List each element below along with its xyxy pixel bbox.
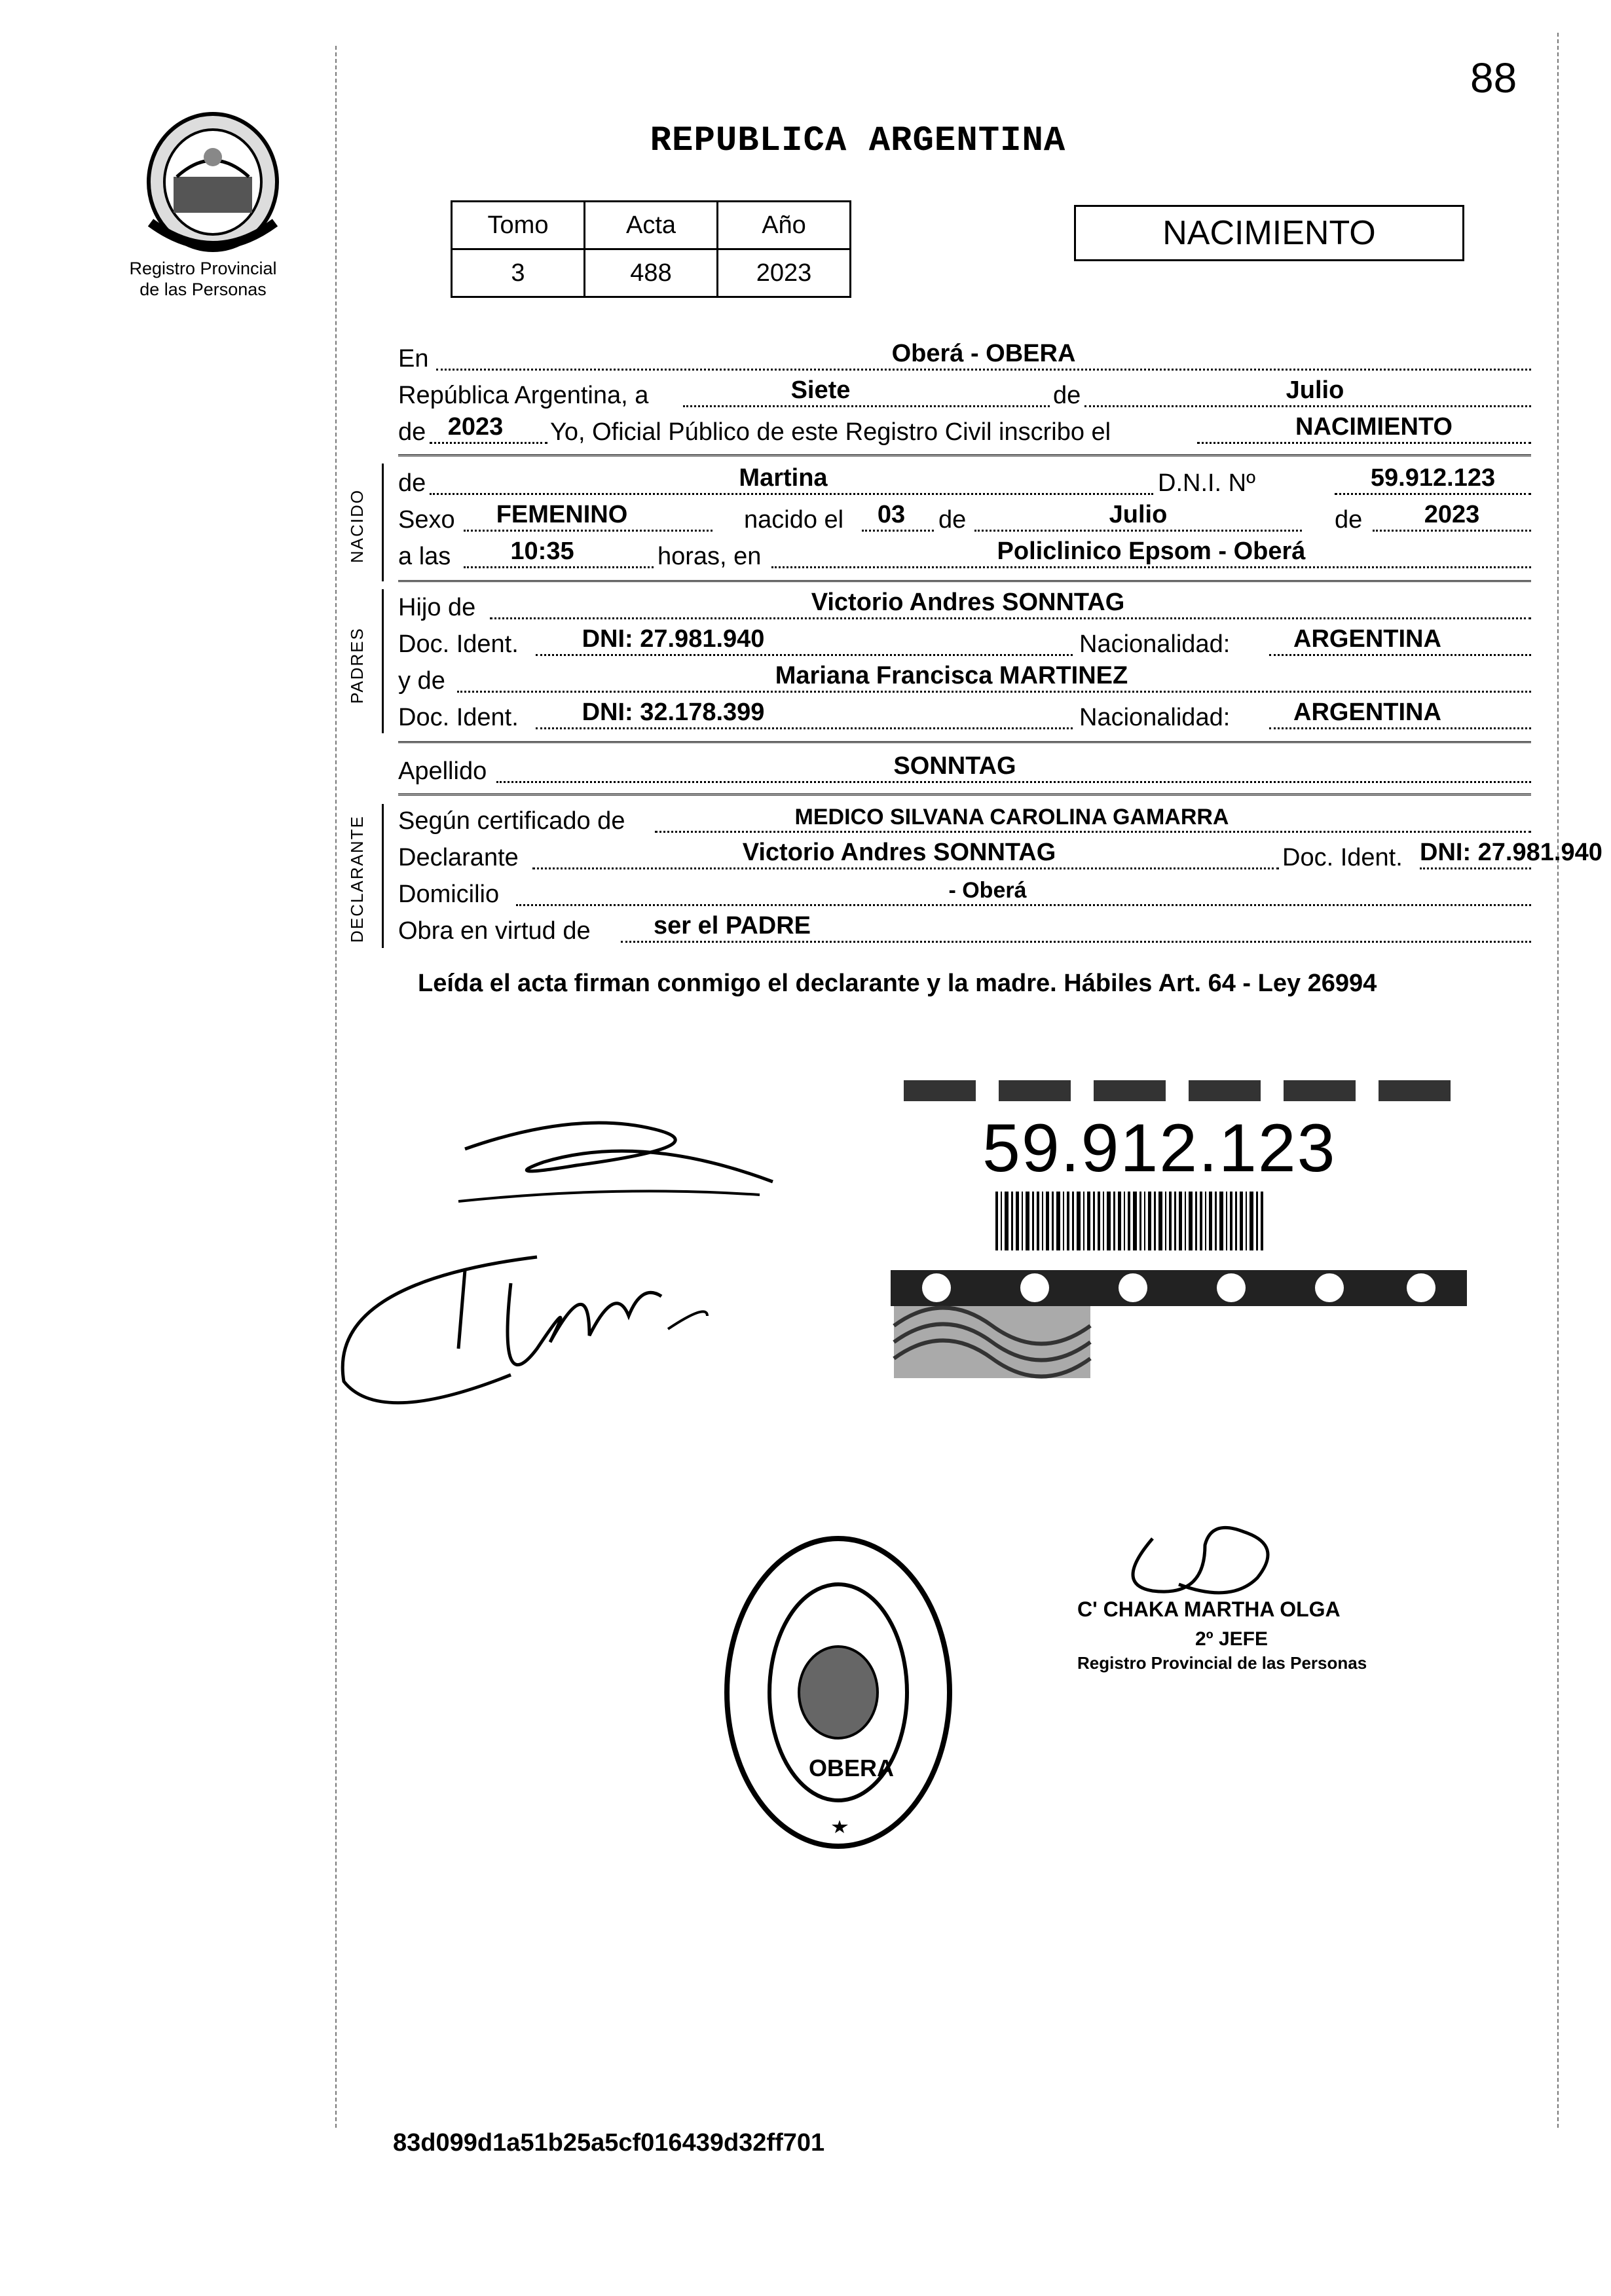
acta-header-ano: Año — [718, 202, 851, 249]
domicilio-label: Domicilio — [398, 881, 500, 908]
legal-text: Leída el acta firman conmigo el declarante y la madre. Hábiles Art. 64 - Ley 26994 — [418, 970, 1377, 997]
dotted-line — [771, 566, 1531, 568]
obra-label: Obra en virtud de — [398, 917, 591, 945]
dotted-line — [516, 904, 1531, 906]
declarante-side-label: DECLARANTE — [347, 815, 367, 943]
dni-label: D.N.I. Nº — [1158, 469, 1255, 497]
document-hash: 83d099d1a51b25a5cf016439d32ff701 — [393, 2129, 825, 2157]
dotted-line — [536, 727, 1073, 729]
seal-caption-line1: Registro Provincial — [129, 259, 277, 278]
official-role: 2º JEFE — [1195, 1628, 1268, 1650]
dotted-line — [464, 530, 713, 532]
de-label-year: de — [398, 418, 426, 446]
mother-doc: DNI: 32.178.399 — [582, 699, 765, 726]
father-name: Victorio Andres SONNTAG — [811, 589, 1125, 616]
mother-nat: ARGENTINA — [1293, 699, 1441, 726]
father-nat-label: Nacionalidad: — [1079, 630, 1231, 658]
official-name: C' CHAKA MARTHA OLGA — [1077, 1597, 1341, 1621]
birth-year: 2023 — [1424, 501, 1480, 528]
nacido-el-label: nacido el — [744, 506, 844, 534]
dotted-line — [683, 405, 1050, 407]
dotted-line — [436, 369, 1531, 371]
registry-stamp — [720, 1529, 956, 1856]
birth-day: 03 — [877, 501, 906, 528]
seal-caption — [105, 258, 301, 300]
dotted-line — [536, 654, 1073, 656]
child-dni: 59.912.123 — [1370, 464, 1496, 492]
en-label: En — [398, 345, 429, 373]
row-hijo-de — [398, 589, 1531, 626]
declarante-label: Declarante — [398, 844, 519, 871]
row-mother-doc — [398, 699, 1531, 736]
dotted-line — [655, 831, 1531, 833]
dotted-line — [430, 442, 547, 444]
padres-side-label: PADRES — [347, 627, 367, 704]
dni-label-number: 59.912.123 — [982, 1110, 1337, 1186]
hijo-de-label: Hijo de — [398, 594, 476, 621]
padres-bracket — [382, 589, 384, 733]
sexo-value: FEMENINO — [496, 501, 628, 528]
dotted-line — [1335, 493, 1531, 495]
dotted-line — [457, 691, 1531, 693]
section-separator — [398, 793, 1531, 797]
apellido-value: SONNTAG — [893, 752, 1016, 780]
document-title — [0, 121, 1611, 161]
dotted-line — [496, 781, 1531, 783]
mother-doc-label: Doc. Ident. — [398, 704, 519, 731]
mother-nat-label: Nacionalidad: — [1079, 704, 1231, 731]
section-separator — [398, 741, 1531, 745]
inscribo-value: NACIMIENTO — [1295, 413, 1453, 441]
a-las-label: a las — [398, 543, 451, 570]
nombre-de-label: de — [398, 469, 426, 497]
dotted-line — [430, 493, 1153, 495]
acta-header-acta: Acta — [585, 202, 718, 249]
republica-label: República Argentina, a — [398, 382, 649, 409]
dotted-line — [1197, 442, 1531, 444]
acta-value-tomo: 3 — [452, 249, 585, 297]
obra-value: ser el PADRE — [653, 912, 811, 939]
dotted-line — [974, 530, 1302, 532]
declarante-value: Victorio Andres SONNTAG — [742, 839, 1056, 866]
row-fecha — [398, 377, 1531, 414]
acta-header-row — [452, 202, 851, 249]
declarante-bracket — [382, 804, 384, 948]
cert-value: MEDICO SILVANA CAROLINA GAMARRA — [794, 805, 1229, 829]
horas-label: horas, en — [657, 543, 762, 570]
row-inscribo — [398, 414, 1531, 450]
right-margin-line — [1557, 33, 1559, 2128]
row-declarante — [398, 839, 1602, 876]
section-separator — [398, 580, 1531, 584]
record-type-box: NACIMIENTO — [1074, 205, 1464, 261]
month-value: Julio — [1286, 376, 1344, 404]
official-office: Registro Provincial de las Personas — [1077, 1653, 1367, 1673]
seal-caption-line2: de las Personas — [139, 280, 267, 299]
birth-month: Julio — [1109, 501, 1168, 528]
acta-value-row — [452, 249, 851, 297]
nacido-side-label: NACIDO — [347, 488, 367, 563]
domicilio-value: - Oberá — [948, 878, 1027, 903]
father-doc: DNI: 27.981.940 — [582, 625, 765, 653]
acta-value-ano: 2023 — [718, 249, 851, 297]
sexo-label: Sexo — [398, 506, 455, 534]
row-father-doc — [398, 626, 1531, 663]
row-y-de — [398, 663, 1531, 699]
guilloche-bottom — [891, 1270, 1467, 1306]
signature-3 — [1113, 1519, 1310, 1611]
row-domicilio — [398, 876, 1531, 913]
hologram-pattern — [894, 1306, 1090, 1378]
dotted-line — [532, 867, 1279, 869]
acta-value-acta: 488 — [585, 249, 718, 297]
en-value: Oberá - OBERA — [891, 340, 1076, 367]
birth-place: Policlinico Epsom - Oberá — [997, 538, 1306, 565]
yo-text: Yo, Oficial Público de este Registro Civil inscribo el — [550, 418, 1111, 446]
row-apellido — [398, 753, 1531, 790]
dotted-line — [1420, 867, 1531, 869]
father-doc-label: Doc. Ident. — [398, 630, 519, 658]
guilloche-top — [904, 1080, 1451, 1101]
document-title-text: REPUBLICA ARGENTINA — [650, 121, 1066, 161]
apellido-label: Apellido — [398, 757, 487, 785]
row-nombre — [398, 465, 1531, 501]
de-label: de — [1053, 382, 1081, 409]
acta-header-tomo: Tomo — [452, 202, 585, 249]
row-en — [398, 340, 1531, 377]
dotted-line — [1269, 654, 1531, 656]
declarante-doc-label: Doc. Ident. — [1282, 844, 1403, 871]
father-nat: ARGENTINA — [1293, 625, 1441, 653]
signature-2 — [341, 1244, 733, 1434]
mother-name: Mariana Francisca MARTINEZ — [775, 662, 1128, 689]
dotted-line — [1084, 405, 1531, 407]
dotted-line — [862, 530, 934, 532]
cert-label: Según certificado de — [398, 807, 625, 835]
row-obra — [398, 913, 1531, 949]
section-separator — [398, 454, 1531, 458]
row-certificado — [398, 803, 1531, 839]
birth-time: 10:35 — [510, 538, 574, 565]
row-hora — [398, 538, 1531, 575]
dotted-line — [490, 617, 1531, 619]
declarante-doc: DNI: 27.981.940 — [1420, 839, 1602, 866]
year-value: 2023 — [447, 413, 504, 441]
dotted-line — [1373, 530, 1531, 532]
y-de-label: y de — [398, 667, 445, 695]
left-margin-line — [335, 46, 337, 2128]
page-number: 88 — [1470, 54, 1517, 101]
row-sexo — [398, 501, 1531, 538]
nacido-bracket — [382, 464, 384, 581]
dotted-line — [1269, 727, 1531, 729]
dotted-line — [621, 941, 1531, 943]
birth-de-label-2: de — [1335, 506, 1363, 534]
child-name: Martina — [739, 464, 828, 492]
birth-de-label: de — [938, 506, 967, 534]
acta-table — [451, 200, 851, 298]
stamp-city: OBERA — [809, 1755, 895, 1781]
signature-1 — [445, 1113, 799, 1244]
barcode — [995, 1192, 1263, 1250]
day-value: Siete — [790, 376, 851, 404]
dotted-line — [464, 566, 654, 568]
